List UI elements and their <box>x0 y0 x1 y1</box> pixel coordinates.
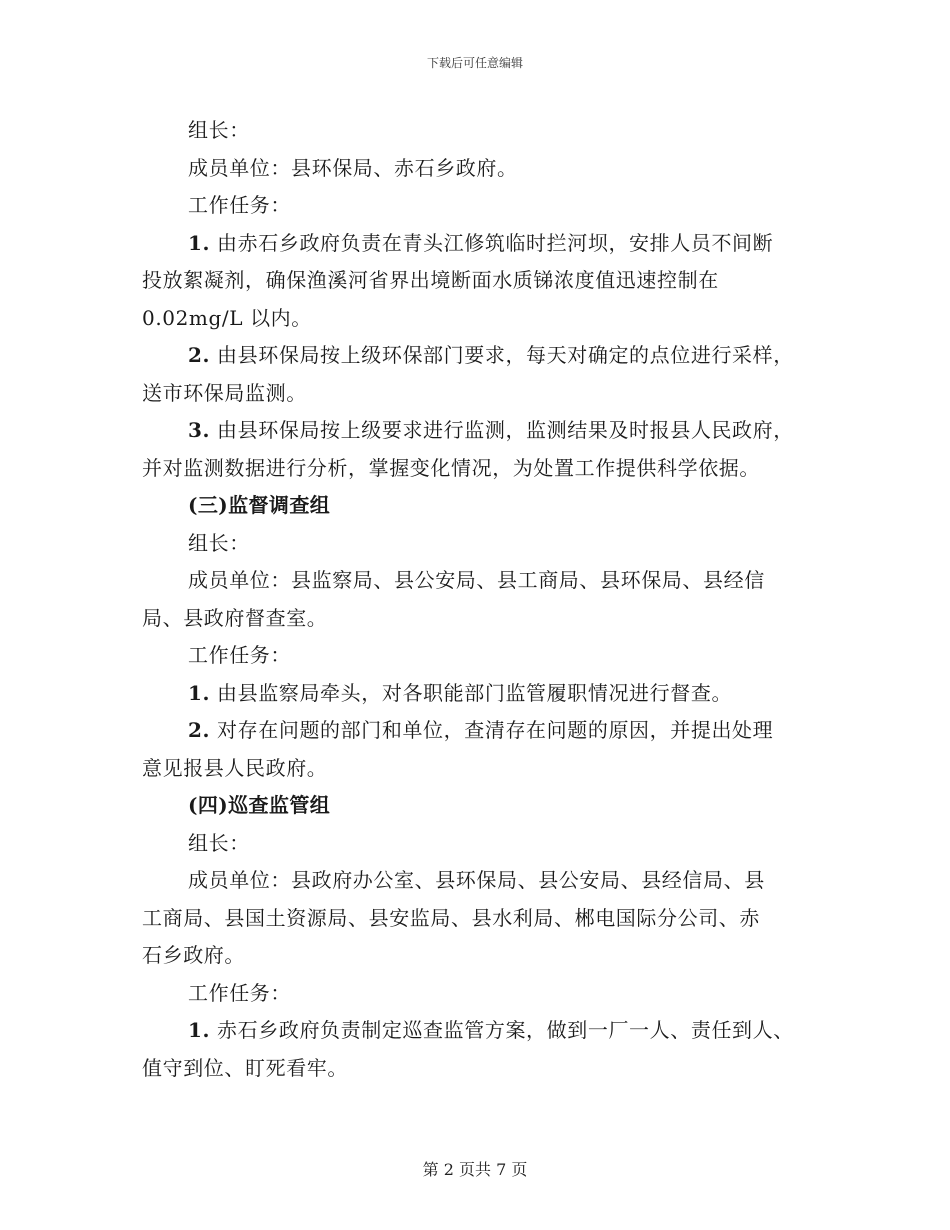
paragraph-continuation: 局、县政府督查室。 <box>142 605 328 630</box>
page-number: 第 2 页共 7 页 <box>422 1160 528 1179</box>
section-heading: (四)巡查监管组 <box>188 793 331 817</box>
item-number: 1. <box>188 230 211 255</box>
paragraph-continuation: 投放絮凝剂，确保渔溪河省界出境断面水质锑浓度值迅速控制在 <box>142 268 719 292</box>
item-number: 1. <box>188 680 211 705</box>
paragraph-continuation: 石乡政府。 <box>142 943 245 967</box>
page-header: 下载后可任意编辑 <box>426 56 523 70</box>
paragraph-continuation: 0.02mg/L 以内。 <box>142 305 312 330</box>
item-text: 由赤石乡政府负责在青头江修筑临时拦河坝，安排人员不间断 <box>210 230 774 255</box>
item-text: 由县环保局按上级环保部门要求，每天对确定的点位进行采样， <box>210 343 794 367</box>
paragraph-line: 组长： <box>188 118 250 142</box>
paragraph-line: 组长： <box>188 830 250 855</box>
list-item <box>142 1012 822 1050</box>
paragraph-line: 工作任务： <box>188 980 291 1005</box>
paragraph-continuation: 并对监测数据进行分析，掌握变化情况，为处置工作提供科学依据。 <box>142 455 760 480</box>
item-text: 对存在问题的部门和单位，查清存在问题的原因，并提出处理 <box>210 718 774 742</box>
list-item <box>142 412 822 450</box>
paragraph-continuation: 送市环保局监测。 <box>142 380 307 405</box>
item-number: 1. <box>188 1018 211 1042</box>
paragraph-line: 成员单位：县监察局、县公安局、县工商局、县环保局、县经信 <box>188 568 765 592</box>
list-item <box>142 225 822 263</box>
paragraph-continuation: 值守到位、盯死看牢。 <box>142 1055 348 1080</box>
item-number: 2. <box>188 718 211 742</box>
list-item <box>142 712 822 750</box>
paragraph-line: 工作任务： <box>188 193 291 217</box>
list-item <box>142 675 822 713</box>
document-body <box>142 112 822 1087</box>
paragraph-line: 工作任务： <box>188 643 291 667</box>
item-text: 由县环保局按上级要求进行监测，监测结果及时报县人民政府， <box>210 418 794 442</box>
paragraph-continuation: 意见报县人民政府。 <box>142 755 328 780</box>
paragraph-line: 成员单位：县政府办公室、县环保局、县公安局、县经信局、县 <box>188 868 765 892</box>
item-text: 由县监察局牵头，对各职能部门监管履职情况进行督查。 <box>210 680 733 705</box>
list-item <box>142 337 822 375</box>
paragraph-continuation: 工商局、县国土资源局、县安监局、县水利局、郴电国际分公司、赤 <box>142 905 760 930</box>
paragraph-line: 成员单位：县环保局、赤石乡政府。 <box>188 155 518 180</box>
paragraph-line: 组长： <box>188 530 250 555</box>
item-number: 2. <box>188 343 211 367</box>
section-heading: (三)监督调查组 <box>188 493 331 517</box>
item-number: 3. <box>188 418 211 442</box>
item-text: 赤石乡政府负责制定巡查监管方案，做到一厂一人、责任到人、 <box>210 1018 794 1042</box>
